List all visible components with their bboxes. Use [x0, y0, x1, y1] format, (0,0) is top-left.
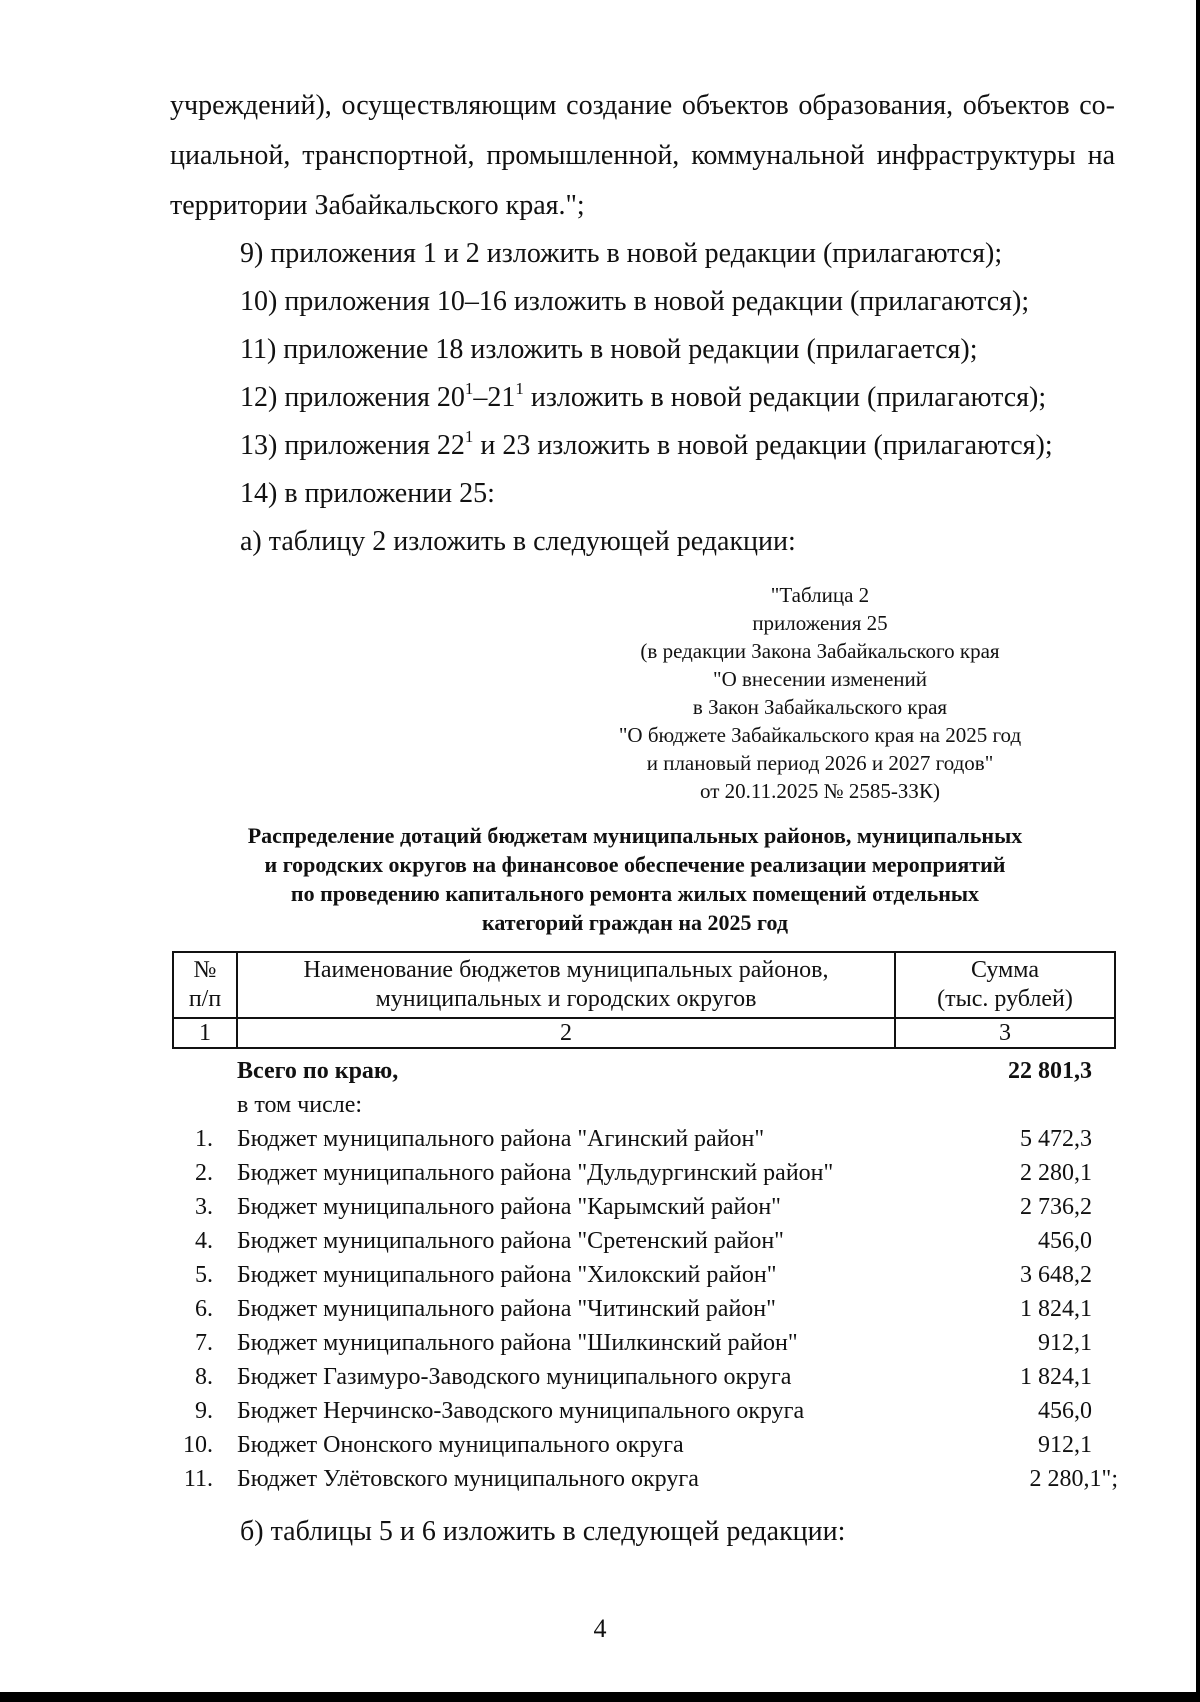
- row-value: 2 280,1: [1020, 1160, 1092, 1186]
- total-value: 22 801,3: [1008, 1058, 1092, 1084]
- row-name: Бюджет муниципального района "Агинский район": [237, 1126, 765, 1152]
- row-value: 456,0: [1038, 1398, 1092, 1424]
- row-value: 456,0: [1038, 1228, 1092, 1254]
- scan-edge-bottom: [0, 1692, 1200, 1702]
- caption-line: и плановый период 2026 и 2027 годов": [646, 751, 994, 775]
- row-value: 912,1: [1038, 1330, 1092, 1356]
- row-value: 912,1: [1038, 1432, 1092, 1458]
- item-11: 11) приложение 18 изложить в новой редакции (прилагается);: [240, 334, 978, 365]
- table-row: [172, 1428, 1132, 1462]
- row-value: 1 824,1: [1020, 1296, 1092, 1322]
- title-line: Распределение дотаций бюджетам муниципальных районов, муниципальных: [247, 823, 1023, 848]
- row-number: 7.: [195, 1330, 213, 1356]
- row-number: 6.: [195, 1296, 213, 1322]
- title-line: и городских округов на финансовое обеспечение реализации мероприятий: [264, 852, 1006, 877]
- header-sum: Сумма (тыс. рублей): [895, 952, 1115, 1018]
- row-number: 2.: [195, 1160, 213, 1186]
- intro-line-1: учреждений), осуществляющим создание объектов образования, объектов со-: [170, 90, 1115, 121]
- row-value: 3 648,2: [1020, 1262, 1092, 1288]
- row-number: 1.: [195, 1126, 213, 1152]
- table-row: [172, 1462, 1132, 1496]
- item-13: 13) приложения $22^1$ и 23 изложить в новой редакции (прилагаются);: [240, 426, 1053, 461]
- caption-line: "О бюджете Забайкальского края на 2025 год: [618, 723, 1022, 747]
- header-name: Наименование бюджетов муниципальных районов, муниципальных и городских округов: [237, 952, 895, 1018]
- column-index-2: 2: [237, 1018, 895, 1048]
- row-value: 1 824,1: [1020, 1364, 1092, 1390]
- including-row: [172, 1088, 1132, 1122]
- row-number: 4.: [195, 1228, 213, 1254]
- caption-line: от 20.11.2025 № 2585-ЗЗК): [700, 779, 940, 803]
- table-row: [172, 1292, 1132, 1326]
- row-number: 9.: [195, 1398, 213, 1424]
- table-header: [172, 951, 1116, 1049]
- item-10: 10) приложения 10–16 изложить в новой редакции (прилагаются);: [240, 286, 1030, 317]
- intro-line-3: территории Забайкальского края.";: [170, 190, 585, 221]
- table-title: [150, 821, 1120, 937]
- scan-edge-right: [1196, 0, 1200, 1702]
- item-b: б) таблицы 5 и 6 изложить в следующей редакции:: [240, 1516, 846, 1547]
- table-row: [172, 1156, 1132, 1190]
- item-12: 12) приложения $20^1-21^1$ изложить в новой редакции (прилагаются);: [240, 378, 1047, 413]
- item-9: 9) приложения 1 и 2 изложить в новой редакции (прилагаются);: [240, 238, 1003, 269]
- page-number: 4: [593, 1614, 607, 1643]
- including-label: в том числе:: [237, 1092, 363, 1118]
- table-row: [172, 1224, 1132, 1258]
- row-name: Бюджет муниципального района "Дульдургинский район": [237, 1160, 834, 1186]
- column-index-1: 1: [173, 1018, 237, 1048]
- row-number: 8.: [195, 1364, 213, 1390]
- row-value: 5 472,3: [1020, 1126, 1092, 1152]
- row-name: Бюджет муниципального района "Шилкинский район": [237, 1330, 798, 1356]
- item-a: а) таблицу 2 изложить в следующей редакции:: [240, 526, 796, 557]
- row-name: Бюджет муниципального района "Сретенский район": [237, 1228, 784, 1254]
- item-14: 14) в приложении 25:: [240, 478, 495, 509]
- caption-line: (в редакции Закона Забайкальского края: [640, 639, 1000, 663]
- caption-line: "О внесении изменений: [713, 667, 927, 691]
- intro-line-2: циальной, транспортной, промышленной, коммунальной инфраструктуры на: [170, 140, 1115, 171]
- row-number: 10.: [183, 1432, 213, 1458]
- caption-line: в Закон Забайкальского края: [692, 695, 948, 719]
- table-row: [172, 1360, 1132, 1394]
- row-name: Бюджет муниципального района "Читинский район": [237, 1296, 776, 1322]
- total-row: [172, 1054, 1132, 1088]
- row-name: Бюджет муниципального района "Карымский район": [237, 1194, 781, 1220]
- row-name: Бюджет Нерчинско-Заводского муниципального округа: [237, 1398, 805, 1424]
- row-number: 5.: [195, 1262, 213, 1288]
- row-number: 3.: [195, 1194, 213, 1220]
- row-name: Бюджет Газимуро-Заводского муниципального округа: [237, 1364, 792, 1390]
- title-line: категорий граждан на 2025 год: [482, 910, 788, 935]
- caption-line: приложения 25: [752, 611, 888, 635]
- header-number: № п/п: [173, 952, 237, 1018]
- row-number: 11.: [183, 1466, 213, 1492]
- row-value: 2 280,1";: [1029, 1466, 1118, 1492]
- table-body: [172, 1054, 1132, 1496]
- row-name: Бюджет Улётовского муниципального округа: [237, 1466, 699, 1492]
- table-row: [172, 1122, 1132, 1156]
- table-row: [172, 1394, 1132, 1428]
- row-name: Бюджет муниципального района "Хилокский район": [237, 1262, 777, 1288]
- row-name: Бюджет Ононского муниципального округа: [237, 1432, 684, 1458]
- total-label: Всего по краю,: [237, 1058, 399, 1084]
- table-row: [172, 1190, 1132, 1224]
- column-index-3: 3: [895, 1018, 1115, 1048]
- title-line: по проведению капитального ремонта жилых помещений отдельных: [290, 881, 980, 906]
- table-row: [172, 1258, 1132, 1292]
- caption-line: "Таблица 2: [770, 583, 870, 607]
- table-caption: [560, 581, 1080, 805]
- table-row: [172, 1326, 1132, 1360]
- row-value: 2 736,2: [1020, 1194, 1092, 1220]
